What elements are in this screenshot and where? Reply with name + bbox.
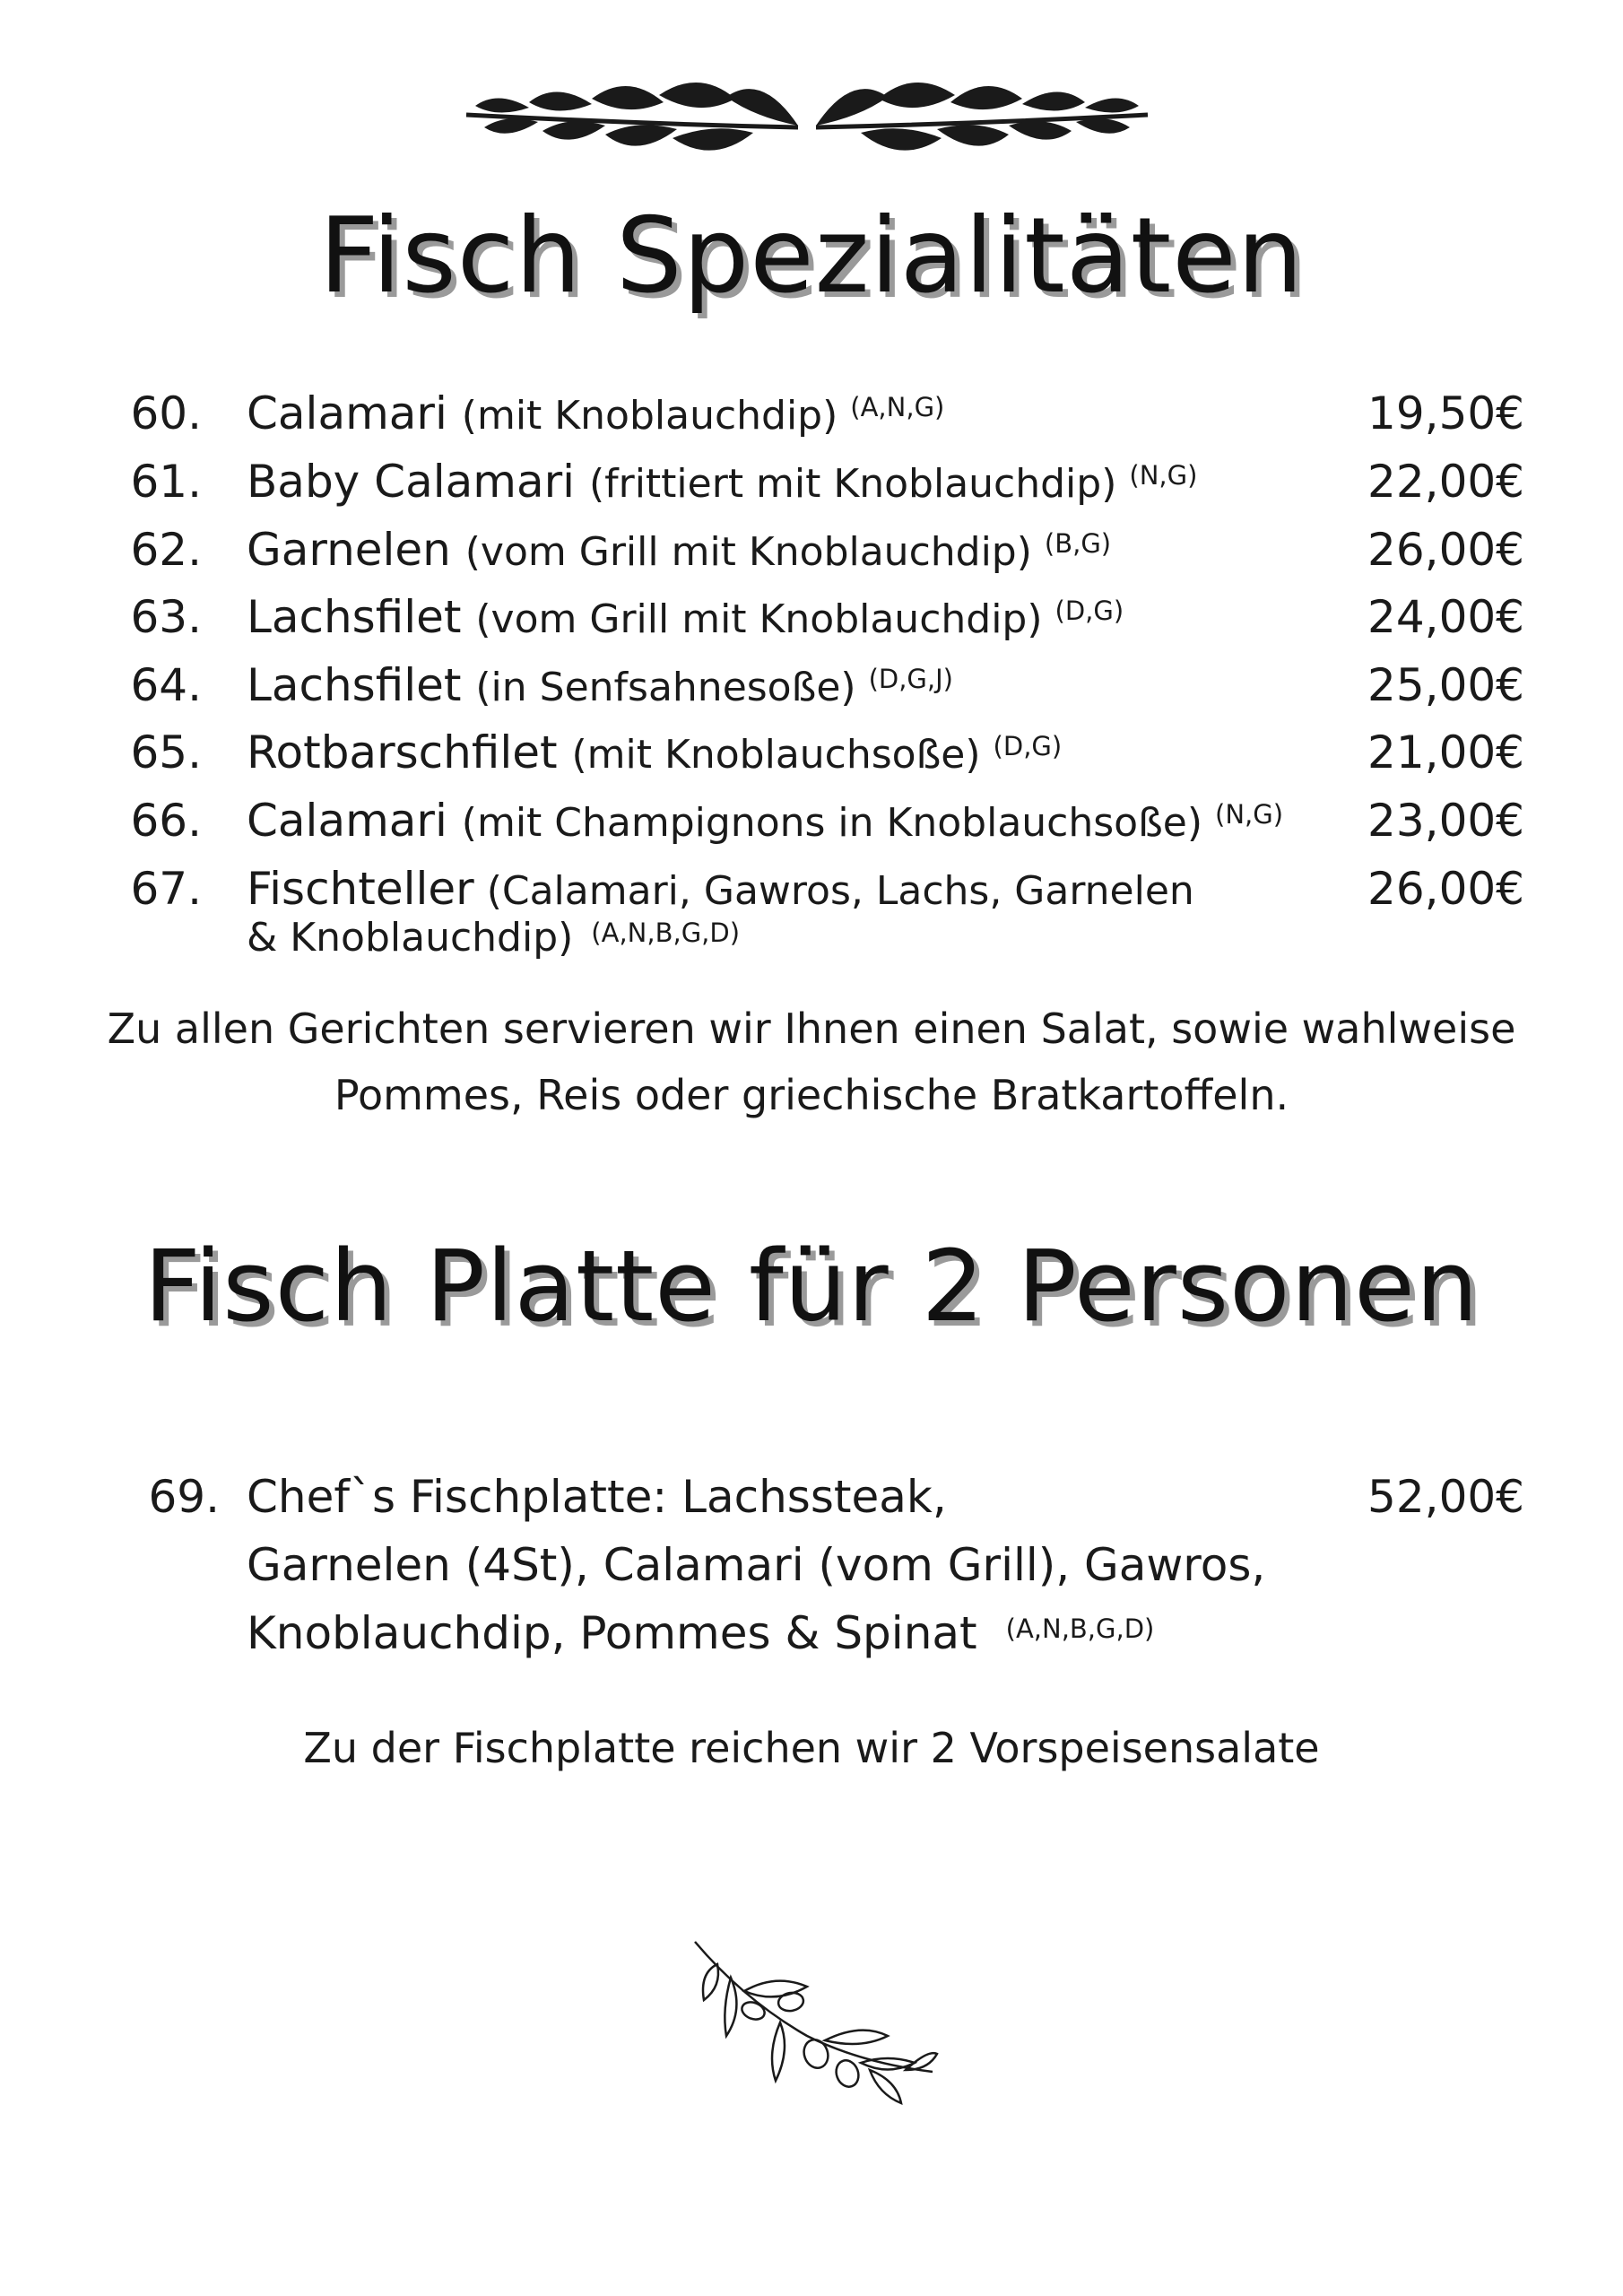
item-price: 26,00€: [1367, 524, 1524, 576]
menu-item: [0, 456, 1623, 522]
olive-branch-icon: [690, 1937, 942, 2108]
item-price: 22,00€: [1367, 456, 1524, 508]
item-number: 63.: [130, 591, 202, 643]
item-price: 25,00€: [1367, 659, 1524, 711]
section-title-fish-specialties: Fisch Spezialitäten: [318, 196, 1305, 317]
item-name: Lachsfilet (in Senfsahnesoße) $^{(D,G,J)}$: [247, 659, 953, 711]
item-name: Lachsfilet (vom Grill mit Knoblauchdip) $^{(D,G)}$: [247, 591, 1124, 643]
item-price: 23,00€: [1367, 795, 1524, 847]
item-price: 24,00€: [1367, 591, 1524, 643]
platter-line: Knoblauchdip, Pommes & Spinat $^{(A,N,B,G,D)}$: [247, 1607, 1155, 1659]
item-price: 19,50€: [1367, 387, 1524, 439]
side-dish-note: Zu allen Gerichten servieren wir Ihnen einen Salat, sowie wahlweise Pommes, Reis oder griechische Bratkartoffeln.: [107, 1004, 1516, 1119]
item-number: 62.: [130, 524, 202, 576]
item-name: Calamari (mit Knoblauchdip) $^{(A,N,G)}$: [247, 387, 945, 439]
item-number: 69.: [148, 1471, 220, 1523]
item-price: 21,00€: [1367, 726, 1524, 778]
menu-item: [0, 726, 1623, 793]
platter-line: Chef`s Fischplatte: Lachssteak,: [247, 1471, 947, 1523]
laurel-branch-icon: [457, 72, 1157, 161]
item-name: Baby Calamari (frittiert mit Knoblauchdip) $^{(N,G)}$: [247, 456, 1198, 508]
menu-item: [0, 659, 1623, 726]
item-price: 52,00€: [1367, 1471, 1524, 1523]
menu-item: [0, 387, 1623, 454]
item-name: Rotbarschfilet (mit Knoblauchsoße) $^{(D,G)}$: [247, 726, 1063, 778]
item-number: 60.: [130, 387, 202, 439]
item-number: 61.: [130, 456, 202, 508]
item-description-continued: & Knoblauchdip) $^{(A,N,B,G,D)}$: [247, 915, 741, 961]
item-number: 65.: [130, 726, 202, 778]
item-name: Fischteller (Calamari, Gawros, Lachs, Garnelen: [247, 863, 1194, 915]
item-number: 67.: [130, 863, 202, 915]
item-price: 26,00€: [1367, 863, 1524, 915]
item-name: Garnelen (vom Grill mit Knoblauchdip) $^{(B,G)}$: [247, 524, 1112, 576]
platter-line: Garnelen (4St), Calamari (vom Grill), Gawros,: [247, 1539, 1266, 1591]
item-number: 64.: [130, 659, 202, 711]
menu-item: [0, 591, 1623, 657]
section-title-fish-platter: Fisch Platte für 2 Personen: [143, 1229, 1480, 1344]
menu-item: [0, 863, 1623, 970]
item-number: 66.: [130, 795, 202, 847]
menu-item: [0, 524, 1623, 590]
platter-item: [0, 1471, 1623, 1686]
platter-note: Zu der Fischplatte reichen wir 2 Vorspeisensalate: [303, 1724, 1320, 1772]
menu-item: [0, 795, 1623, 861]
item-name: Calamari (mit Champignons in Knoblauchsoße) $^{(N,G)}$: [247, 795, 1284, 847]
